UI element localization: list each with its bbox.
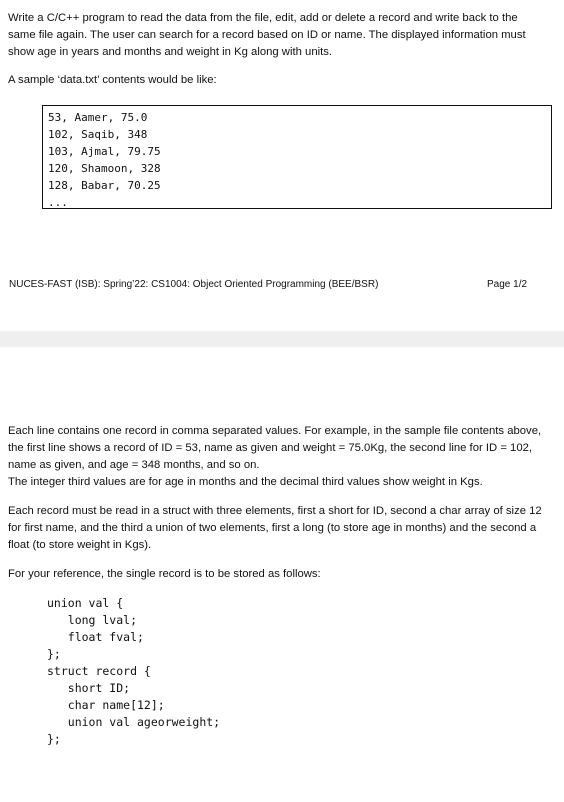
code-line: union val ageorweight; [47, 715, 221, 729]
code-line: }; [47, 732, 61, 746]
sample-line: 102, Saqib, 348 [48, 128, 148, 141]
sample-line: 128, Babar, 70.25 [48, 179, 161, 192]
sample-heading: A sample ‘data.txt’ contents would be like: [8, 74, 217, 86]
footer-page-number: Page 1/2 [487, 279, 528, 290]
paragraph-struct-description: Each record must be read in a struct with three elements, first a short for ID, second a char array of size 12 for first name, and the third a union of two elements, first a long (to store age in months) and the second a float (to store weight in Kgs). [8, 505, 542, 551]
sample-file-box [42, 105, 552, 209]
code-line: float fval; [47, 630, 144, 644]
paragraph-record-format: Each line contains one record in comma separated values. For example, in the sample file contents above, the first line shows a record of ID = 53, name as given and weight = 75.0Kg, the second line for ID = 102, name as given, and age = 348 months, and so on. [8, 425, 542, 471]
code-line: char name[12]; [47, 698, 165, 712]
sample-line: 120, Shamoon, 328 [48, 162, 161, 175]
code-line: short ID; [47, 681, 131, 695]
document-page-1 [0, 0, 564, 331]
document-page-2 [0, 347, 564, 802]
code-line: long lval; [47, 613, 138, 627]
page-separator [0, 331, 564, 347]
code-line: }; [47, 647, 61, 661]
intro-paragraph: Write a C/C++ program to read the data from the file, edit, add or delete a record and write back to the same file again. The user can search for a record based on ID or name. The displayed information must show age in years and months and weight in Kg along with units. [8, 12, 526, 58]
sample-line: 53, Aamer, 75.0 [48, 111, 148, 124]
sample-line: 103, Ajmal, 79.75 [48, 145, 161, 158]
footer-course-info: NUCES-FAST (ISB): Spring’22: CS1004: Object Oriented Programming (BEE/BSR) [9, 279, 379, 290]
paragraph-third-values: The integer third values are for age in months and the decimal third values show weight in Kgs. [8, 476, 483, 488]
paragraph-reference: For your reference, the single record is to be stored as follows: [8, 568, 321, 580]
code-line: struct record { [47, 664, 151, 678]
sample-line: ... [48, 196, 68, 209]
code-line: union val { [47, 596, 124, 610]
code-listing [47, 595, 220, 748]
